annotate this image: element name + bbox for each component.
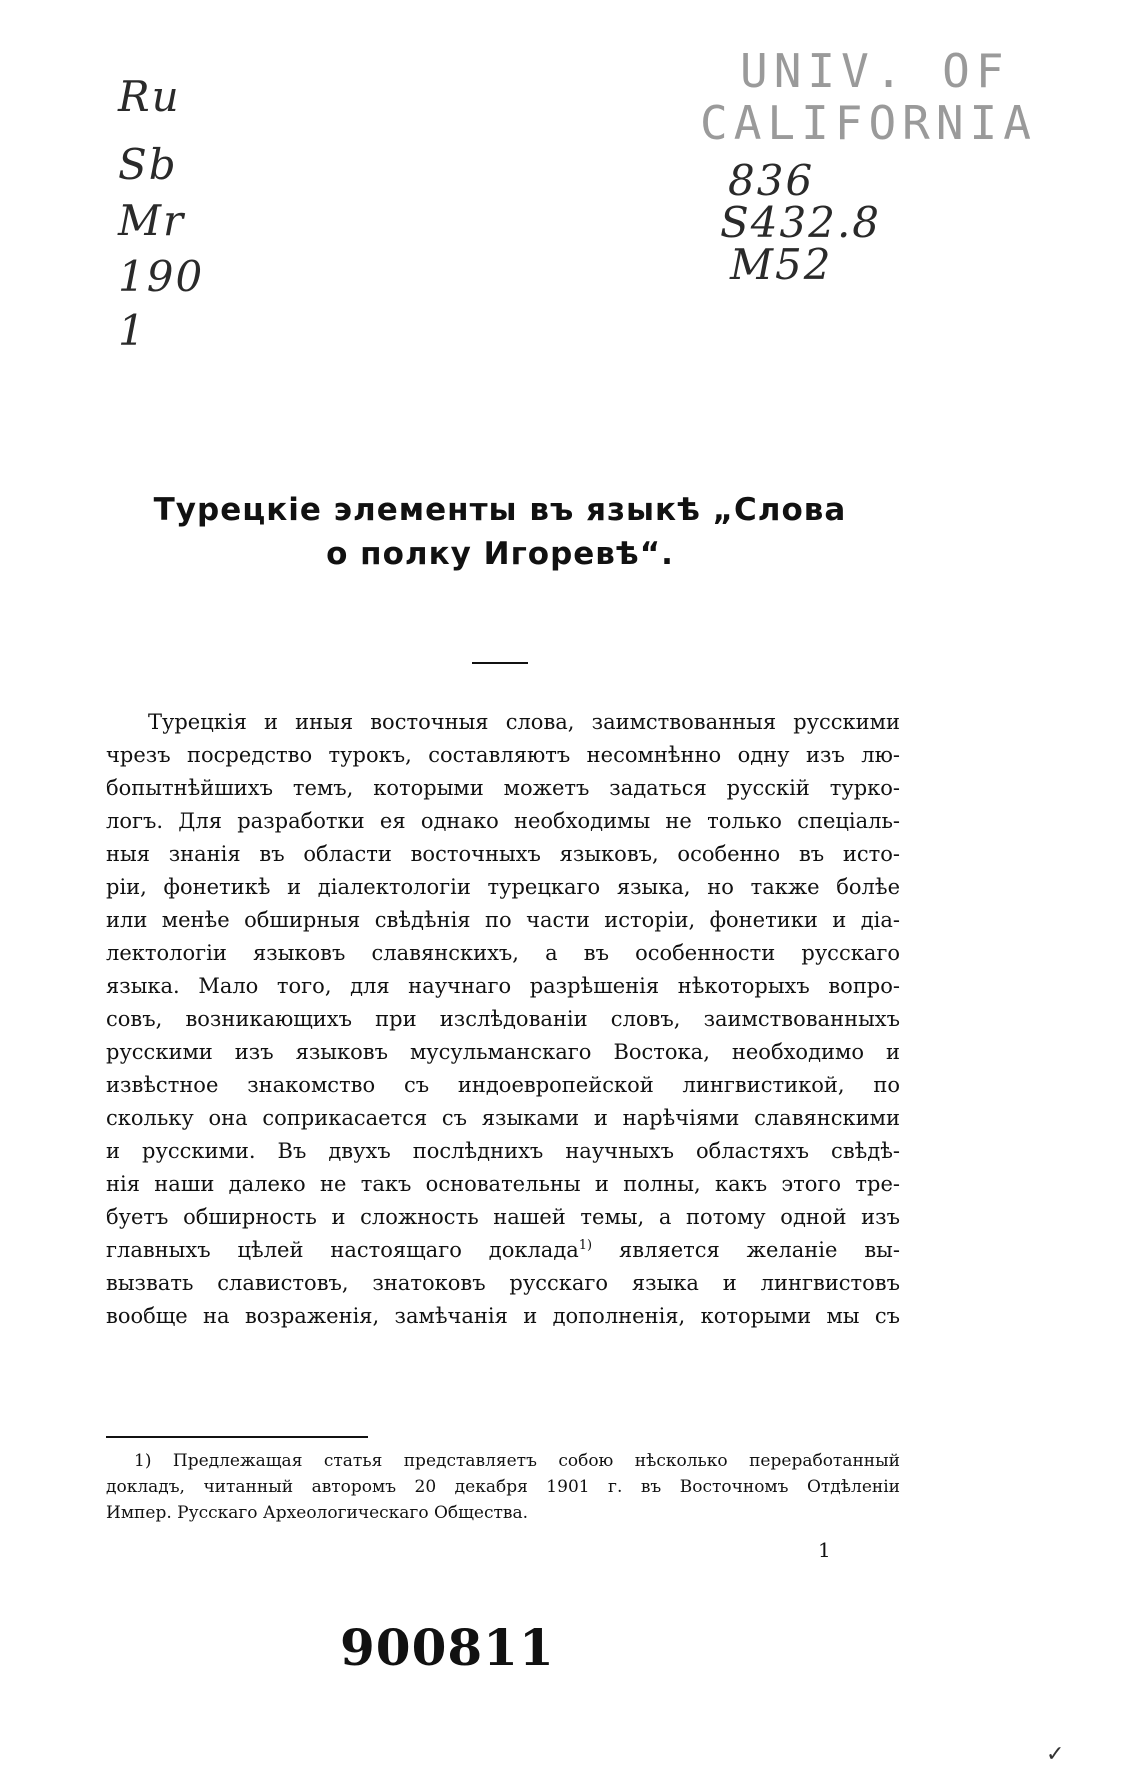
paragraph-line: нія наши далеко не такъ основательны и полны, какъ этого тре-: [106, 1172, 900, 1196]
paragraph-line: и русскими. Въ двухъ послѣднихъ научныхъ областяхъ свѣдѣ-: [106, 1139, 900, 1163]
footnote-line: 1) Предлежащая статья представляетъ собою нѣсколько переработанный: [134, 1451, 900, 1471]
handwritten-note-left-1: Ru: [118, 72, 181, 121]
paragraph-line-segment: является желаніе вы-: [619, 1238, 900, 1262]
title-divider: [472, 662, 528, 664]
article-title-line-1: Турецкie элементы въ языкѣ „Слова: [153, 492, 847, 528]
footnote-line: докладъ, читанный авторомъ 20 декабря 1901 г. въ Восточномъ Отдѣленіи: [106, 1477, 900, 1497]
accession-number: 900811: [340, 1618, 555, 1677]
paragraph-line: ріи, фонетикѣ и діалектологіи турецкаго языка, но также болѣе: [106, 875, 900, 899]
library-stamp-line-1: UNIV. OF: [740, 44, 1010, 98]
call-number-line-3: M52: [730, 240, 833, 289]
paragraph-line: вообще на возраженія, замѣчанія и дополненія, которыми мы съ: [106, 1304, 900, 1328]
page-number: 1: [818, 1538, 831, 1562]
paragraph-line: Турецкія и иныя восточныя слова, заимствованныя русскими: [148, 710, 900, 734]
paragraph-line: ныя знанія въ области восточныхъ языковъ, особенно въ исто-: [106, 842, 900, 866]
footnote-reference: 1): [578, 1238, 593, 1253]
paragraph-line: языка. Мало того, для научнаго разрѣшенія нѣкоторыхъ вопро-: [106, 974, 900, 998]
handwritten-note-left-5: 1: [118, 306, 147, 355]
paragraph-line-segment: главныхъ цѣлей настоящаго доклада: [106, 1238, 579, 1262]
handwritten-note-left-2: Sb: [118, 140, 178, 189]
paragraph-line: или менѣе обширныя свѣдѣнія по части исторіи, фонетики и діа-: [106, 908, 900, 932]
paragraph-line: буетъ обширность и сложность нашей темы, а потому одной изъ: [106, 1205, 900, 1229]
call-number-line-1: 836: [728, 156, 815, 205]
library-stamp-line-2: CALIFORNIA: [700, 96, 1037, 150]
paragraph-line: лектологіи языковъ славянскихъ, а въ особенности русскаго: [106, 941, 900, 965]
call-number-line-2: S432.8: [720, 198, 882, 247]
paragraph-line: вызвать славистовъ, знатоковъ русскаго языка и лингвистовъ: [106, 1271, 900, 1295]
ink-mark: ✓: [1046, 1742, 1065, 1767]
article-title-line-2: о полку Игоревѣ“.: [326, 536, 674, 572]
paragraph-line: извѣстное знакомство съ индоевропейской лингвистикой, по: [106, 1073, 900, 1097]
paragraph-line: бопытнѣйшихъ темъ, которыми можетъ задаться русскій турко-: [106, 776, 900, 800]
paragraph-line: логъ. Для разработки ея однако необходимы не только спеціаль-: [106, 809, 900, 833]
paragraph-line: совъ, возникающихъ при изслѣдованіи словъ, заимствованныхъ: [106, 1007, 900, 1031]
footnote-divider: [106, 1436, 368, 1438]
paragraph-line: скольку она соприкасается съ языками и нарѣчіями славянскими: [106, 1106, 900, 1130]
handwritten-note-left-4: 190: [118, 252, 205, 301]
paragraph-line: чрезъ посредство турокъ, составляютъ несомнѣнно одну изъ лю-: [106, 743, 900, 767]
paragraph-line: русскими изъ языковъ мусульманскаго Востока, необходимо и: [106, 1040, 900, 1064]
handwritten-note-left-3: Mr: [118, 196, 186, 245]
footnote-line: Импер. Русскаго Археологическаго Общества.: [106, 1503, 529, 1523]
paragraph-line-with-footnote-ref: [106, 1236, 900, 1264]
